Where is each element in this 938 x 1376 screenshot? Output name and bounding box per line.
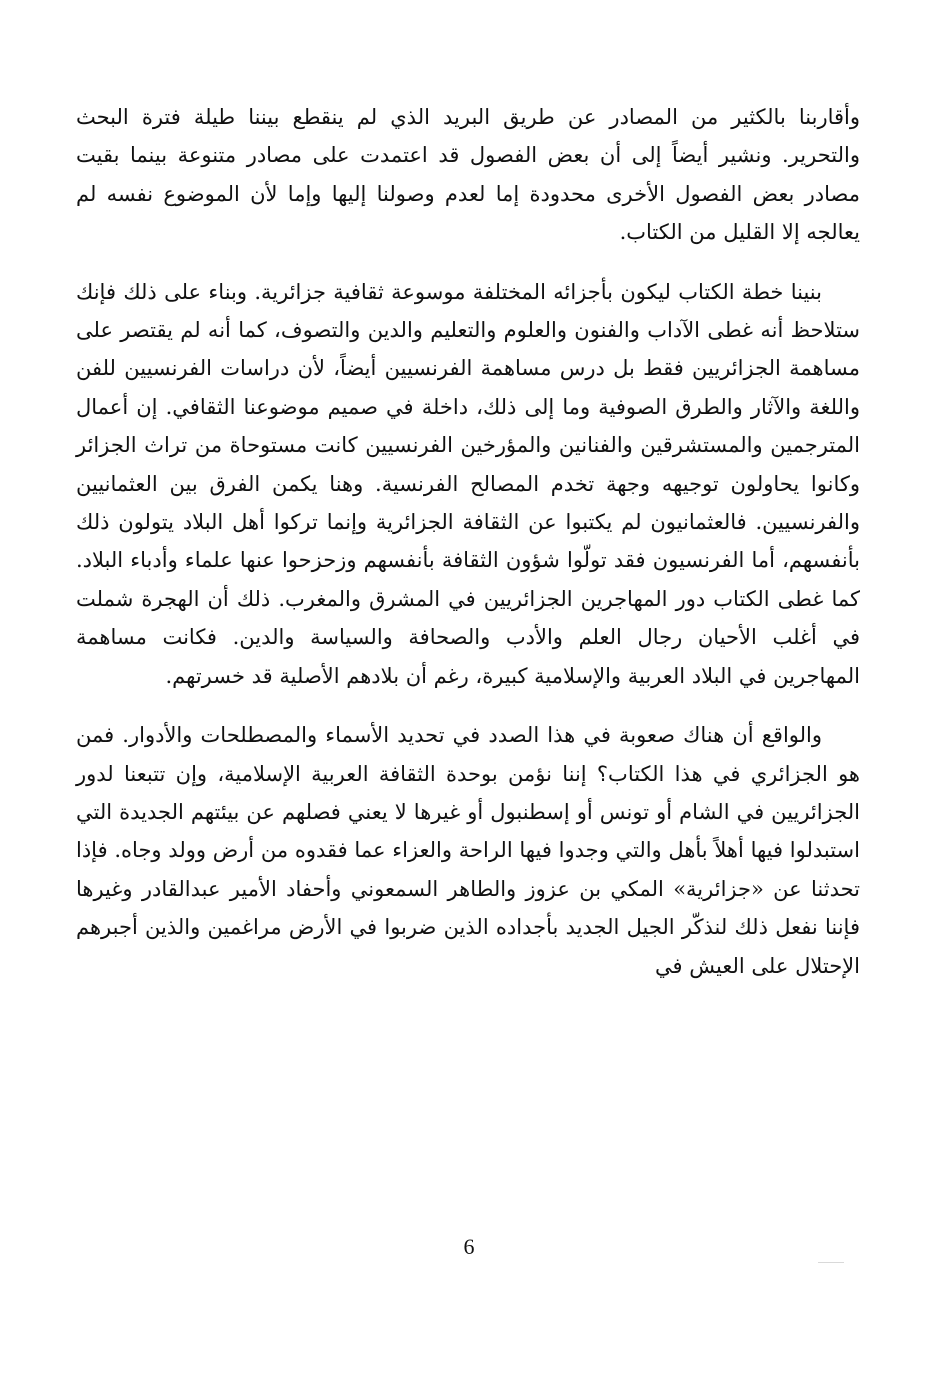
margin-mark: [818, 1262, 844, 1263]
paragraph-1: وأقاربنا بالكثير من المصادر عن طريق البريد الذي لم ينقطع بيننا طيلة فترة البحث والتحرير. ونشير أيضاً إلى أن بعض الفصول قد اعتمدت على مصادر متنوعة بينما بقيت مصادر بعض الفصول الأخرى محدودة إما لعدم وصولنا إليها وإما لأن الموضوع نفسه لم يعالجه إلا القليل من الكتاب.: [76, 105, 860, 245]
paragraph-3: والواقع أن هناك صعوبة في هذا الصدد في تحديد الأسماء والمصطلحات والأدوار. فمن هو الجزائري في هذا الكتاب؟ إننا نؤمن بوحدة الثقافة العربية الإسلامية، وإن تتبعنا لدور الجزائريين في الشام أو تونس أو إسطنبول أو غيرها لا يعني فصلهم عن بيئتهم الجديدة التي استبدلوا فيها أهلاً بأهل والتي وجدوا فيها الراحة والعزاء عما فقدوه من أرض وولد وجاه. فإذا تحدثنا عن «جزائرية» المكي بن عزوز والطاهر السمعوني وأحفاد الأمير عبدالقادر وغيرها فإننا نفعل ذلك لنذكّر الجيل الجديد بأجداده الذين ضربوا في الأرض مراغمين والذين أجبرهم الإحتلال على العيش في: [76, 723, 860, 978]
paragraph-2: بنينا خطة الكتاب ليكون بأجزائه المختلفة موسوعة ثقافية جزائرية. وبناء على ذلك فإنك ستلاحظ أنه غطى الآداب والفنون والعلوم والتعليم والدين والتصوف، كما أنه لم يقتصر على مساهمة الجزائريين فقط بل درس مساهمة الفرنسيين أيضاً، لأن دراسات الفرنسيين للفن واللغة والآثار والطرق الصوفية وما إلى ذلك، داخلة في صميم موضوعنا الثقافي. إن أعمال المترجمين والمستشرقين والفنانين والمؤرخين الفرنسيين كانت مستوحاة من تراث الجزائر وكانوا يحاولون توجيهه وجهة تخدم المصالح الفرنسية. وهنا يكمن الفرق بين العثمانيين والفرنسيين. فالعثمانيون لم يكتبوا عن الثقافة الجزائرية وإنما تركوا أهل البلاد يتولون ذلك بأنفسهم، أما الفرنسيون فقد تولّوا شؤون الثقافة بأنفسهم وزحزحوا عنها علماء وأدباء البلاد. كما غطى الكتاب دور المهاجرين الجزائريين في المشرق والمغرب. ذلك أن الهجرة شملت في أغلب الأحيان رجال العلم والأدب والصحافة والسياسة والدين. فكانت مساهمة المهاجرين في البلاد العربية والإسلامية كبيرة، رغم أن بلادهم الأصلية قد خسرتهم.: [76, 279, 860, 688]
page-number: 6: [463, 1234, 475, 1259]
body-text: [76, 98, 860, 985]
